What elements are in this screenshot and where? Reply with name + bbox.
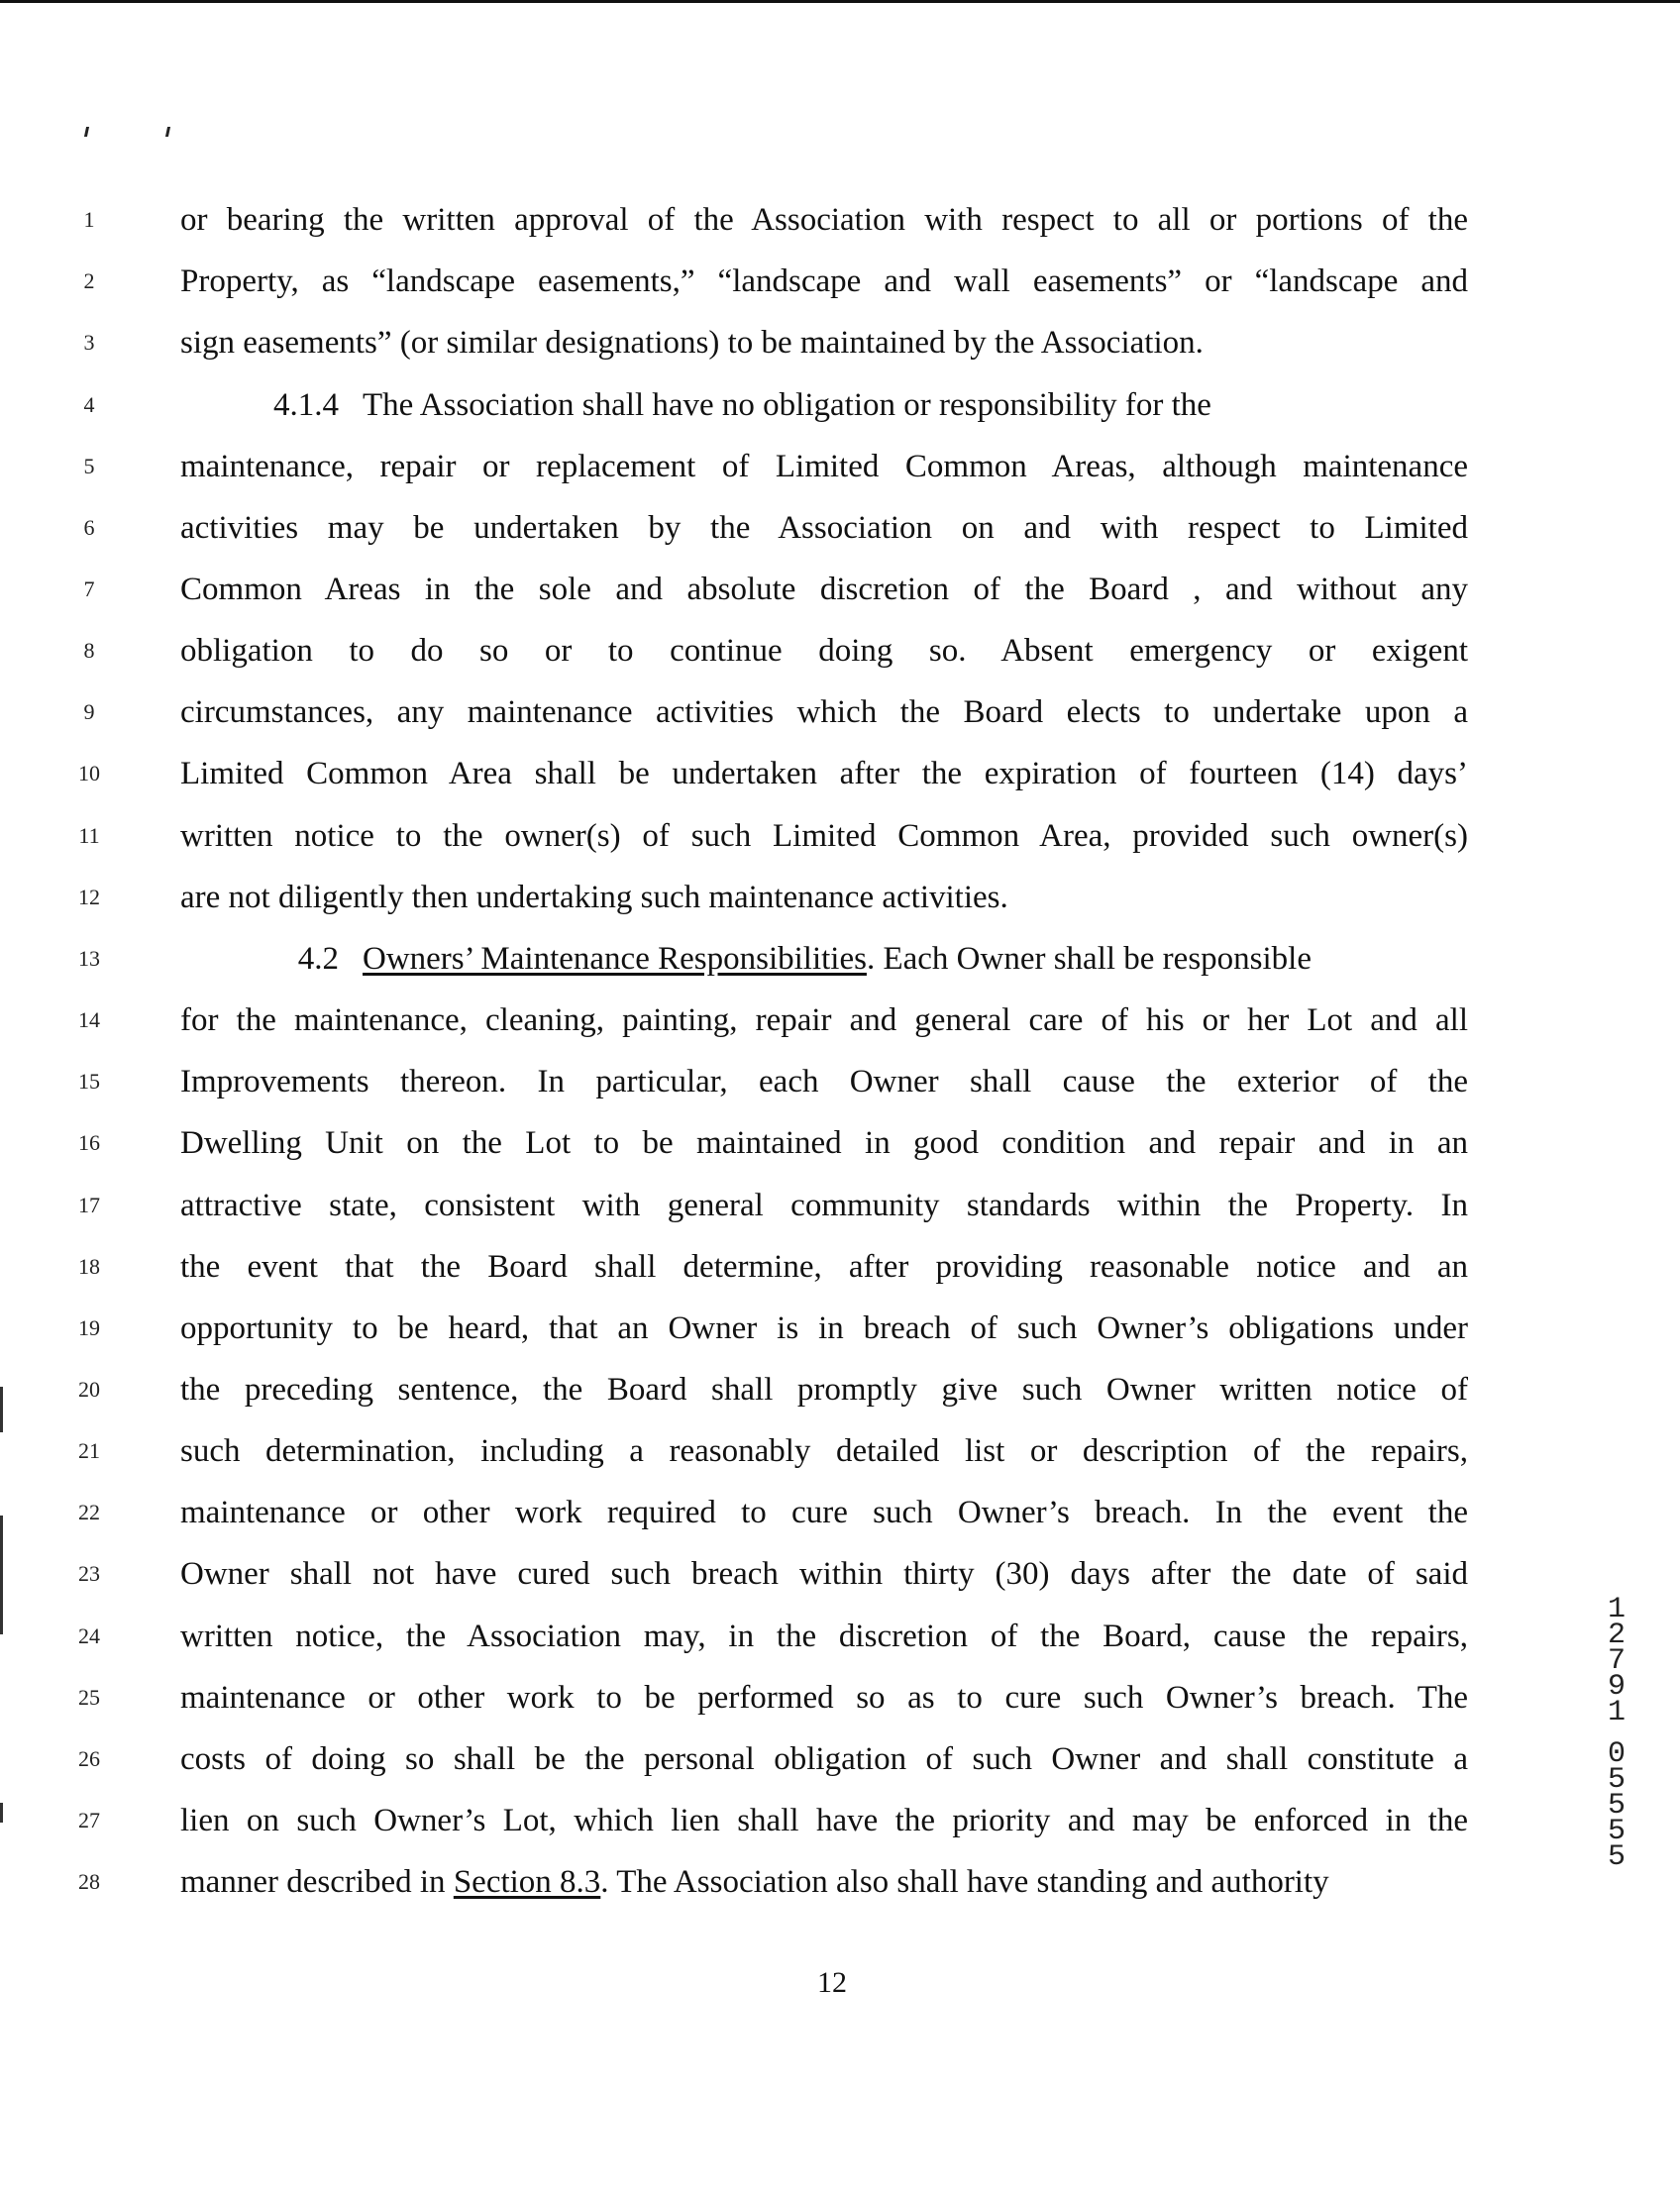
- section-4-2-line: [180, 937, 1468, 981]
- text-line: [180, 1860, 1468, 1904]
- scan-edge-mark: [0, 1516, 3, 1634]
- line-number: 8: [83, 638, 95, 663]
- line-number: 16: [78, 1130, 100, 1155]
- recording-stamp-lower: [1597, 1737, 1636, 1874]
- text-line: Property, as “landscape easements,” “landscape and wall easements” or “landscape and: [180, 263, 1468, 299]
- section-heading: Owners’ Maintenance Responsibilities: [363, 941, 867, 977]
- text-line: Owner shall not have cured such breach within thirty (30) days after the date of said: [180, 1556, 1468, 1592]
- text-line: the event that the Board shall determine, after providing reasonable notice and an: [180, 1249, 1468, 1285]
- text-line: sign easements” (or similar designations) to be maintained by the Association.: [180, 325, 1204, 361]
- line-number: 6: [83, 515, 95, 540]
- line-number: 18: [78, 1254, 100, 1279]
- text-line: Limited Common Area shall be undertaken after the expiration of fourteen (14) days’: [180, 756, 1468, 791]
- text-line: Common Areas in the sole and absolute discretion of the Board , and without any: [180, 572, 1468, 607]
- stamp-digit: 5: [1607, 1815, 1626, 1848]
- text-line: Improvements thereon. In particular, each Owner shall cause the exterior of the: [180, 1064, 1468, 1099]
- line-number: 2: [83, 268, 95, 293]
- line-number: 22: [78, 1500, 100, 1524]
- text-line: such determination, including a reasonably detailed list or description of the repairs,: [180, 1433, 1468, 1469]
- text-line: or bearing the written approval of the Association with respect to all or portions of the: [180, 202, 1468, 238]
- line-number: 23: [78, 1561, 100, 1586]
- section-number: 4.1.4: [273, 387, 339, 423]
- text-line: the preceding sentence, the Board shall promptly give such Owner written notice of: [180, 1372, 1468, 1408]
- line-number: 25: [78, 1685, 100, 1710]
- scan-edge-mark: [0, 1803, 3, 1823]
- text-line: circumstances, any maintenance activities which the Board elects to undertake upon a: [180, 694, 1468, 730]
- line-number: 9: [83, 699, 95, 724]
- line-number: 4: [83, 392, 95, 417]
- text-line: maintenance, repair or replacement of Limited Common Areas, although maintenance: [180, 449, 1468, 484]
- page-number: 12: [817, 1966, 847, 1999]
- text-span: manner described in: [180, 1864, 454, 1900]
- line-number: 21: [78, 1438, 100, 1463]
- line-number: 26: [78, 1746, 100, 1771]
- line-number: 24: [78, 1623, 100, 1648]
- text-line: costs of doing so shall be the personal obligation of such Owner and shall constitute a: [180, 1741, 1468, 1777]
- text-line: maintenance or other work to be performed so as to cure such Owner’s breach. The: [180, 1680, 1468, 1716]
- stamp-digit: 0: [1607, 1737, 1626, 1771]
- text-span: . The Association also shall have standing and authority: [600, 1864, 1329, 1900]
- line-number: 7: [83, 576, 95, 601]
- text-line: attractive state, consistent with general community standards within the Property. In: [180, 1188, 1468, 1223]
- recording-stamp-upper: [1597, 1593, 1636, 1729]
- line-number: 28: [78, 1869, 100, 1894]
- line-number: 5: [83, 454, 95, 478]
- text-line: obligation to do so or to continue doing so. Absent emergency or exigent: [180, 633, 1468, 669]
- text-line: for the maintenance, cleaning, painting, repair and general care of his or her Lot and all: [180, 1002, 1468, 1038]
- line-number: 15: [78, 1069, 100, 1094]
- text-line: Dwelling Unit on the Lot to be maintained in good condition and repair and in an: [180, 1125, 1468, 1161]
- stamp-digit: 5: [1607, 1840, 1626, 1874]
- text-span: . Each Owner shall be responsible: [866, 941, 1312, 977]
- stamp-digit: 1: [1607, 1696, 1626, 1729]
- text-span: The Association shall have no obligation or responsibility for the: [363, 387, 1211, 423]
- scan-edge-mark: [0, 1387, 3, 1432]
- section-reference: Section 8.3: [453, 1864, 601, 1900]
- stamp-digit: 2: [1607, 1619, 1626, 1652]
- line-number: 10: [78, 761, 100, 785]
- text-line: maintenance or other work required to cure such Owner’s breach. In the event the: [180, 1495, 1468, 1530]
- text-line: lien on such Owner’s Lot, which lien shall have the priority and may be enforced in the: [180, 1803, 1468, 1838]
- line-number: 17: [78, 1193, 100, 1217]
- line-number: 20: [78, 1377, 100, 1402]
- line-number: 19: [78, 1315, 100, 1340]
- line-number: 3: [83, 330, 95, 355]
- text-line: written notice to the owner(s) of such Limited Common Area, provided such owner(s): [180, 818, 1468, 854]
- stamp-digit: 5: [1607, 1763, 1626, 1797]
- stamp-digit: 5: [1607, 1789, 1626, 1823]
- text-line: are not diligently then undertaking such maintenance activities.: [180, 880, 1008, 915]
- text-line: opportunity to be heard, that an Owner is in breach of such Owner’s obligations under: [180, 1310, 1468, 1346]
- text-line: activities may be undertaken by the Association on and with respect to Limited: [180, 510, 1468, 546]
- text-line: written notice, the Association may, in the discretion of the Board, cause the repairs,: [180, 1619, 1468, 1654]
- stamp-digit: 7: [1607, 1644, 1626, 1678]
- line-number: 12: [78, 885, 100, 909]
- line-number: 13: [78, 946, 100, 971]
- line-number: 1: [83, 207, 95, 232]
- line-number: 11: [78, 823, 100, 848]
- section-4-1-4-line: [180, 383, 1468, 427]
- line-number: 27: [78, 1808, 100, 1832]
- section-number: 4.2: [297, 941, 339, 977]
- stamp-digit: 1: [1607, 1593, 1626, 1626]
- line-number: 14: [78, 1007, 100, 1032]
- top-border-line: [0, 0, 1680, 3]
- stamp-digit: 9: [1607, 1670, 1626, 1704]
- scan-mark: [84, 127, 89, 137]
- scan-mark: [165, 127, 170, 137]
